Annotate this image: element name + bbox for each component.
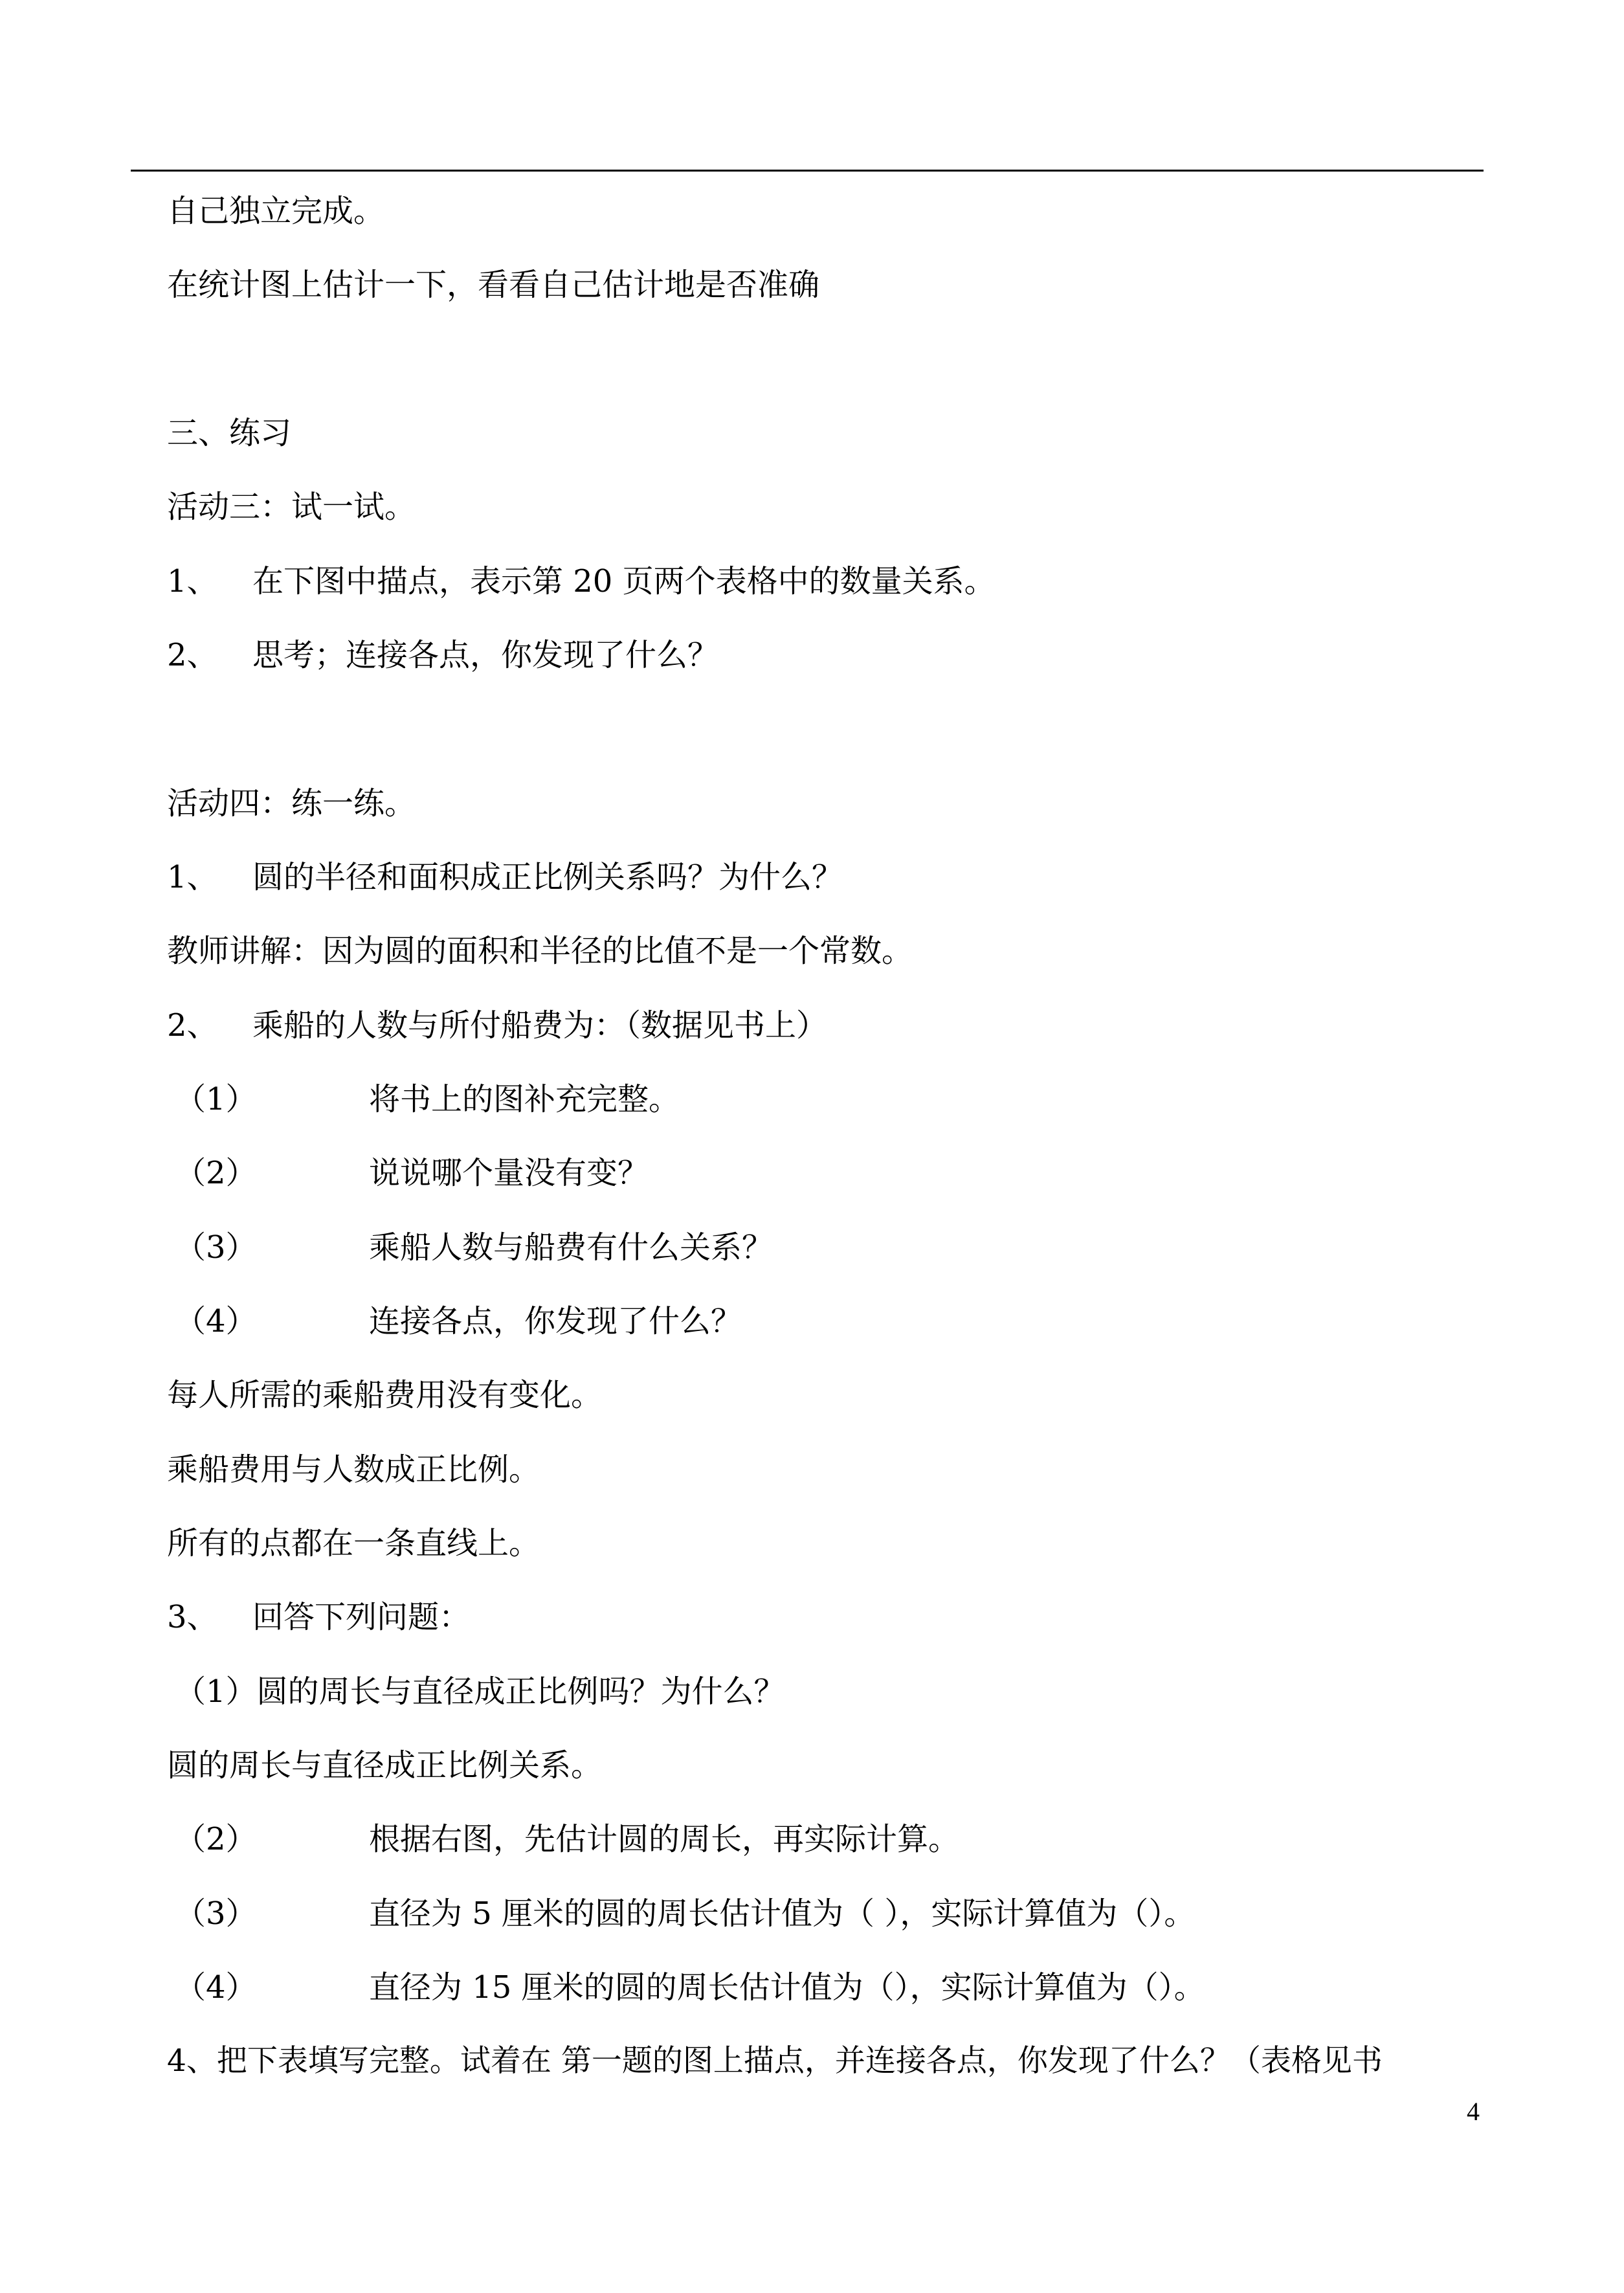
item-number: （2） — [175, 1155, 257, 1191]
item-number: （3） — [175, 1896, 257, 1932]
sub-item: （2） 说说哪个量没有变？ — [175, 1155, 649, 1191]
item-number: 2、 — [167, 637, 218, 673]
item-number: （3） — [175, 1229, 257, 1266]
item-number: 2、 — [167, 1007, 218, 1044]
text-line: 自己独立完成。 — [167, 193, 385, 229]
text-line: 乘船费用与人数成正比例。 — [167, 1451, 540, 1488]
section-heading: 三、练习 — [167, 415, 292, 451]
sub-item: （2） 根据右图，先估计圆的周长，再实际计算。 — [175, 1821, 960, 1857]
activity-heading: 活动四：练一练。 — [167, 785, 416, 822]
sub-item: （4） 直径为 15 厘米的圆的周长估计值为（），实际计算值为（）。 — [175, 1969, 1205, 2006]
text-line: 教师讲解：因为圆的面积和半径的比值不是一个常数。 — [167, 933, 913, 969]
text-line: （1）圆的周长与直径成正比例吗？为什么？ — [175, 1673, 785, 1710]
item-number: （2） — [175, 1821, 257, 1857]
text-line: 所有的点都在一条直线上。 — [167, 1525, 540, 1561]
item-number: （1） — [175, 1081, 257, 1117]
item-number: （4） — [175, 1969, 257, 2006]
item-number: 3、 — [167, 1599, 218, 1635]
list-item: 1、 在下图中描点，表示第 20 页两个表格中的数量关系。 — [167, 563, 996, 599]
list-item: 2、 思考；连接各点，你发现了什么？ — [167, 637, 719, 673]
item-number: 1、 — [167, 859, 218, 895]
sub-item: （1） 将书上的图补充完整。 — [175, 1081, 680, 1117]
sub-item: （3） 直径为 5 厘米的圆的周长估计值为（ ），实际计算值为（）。 — [175, 1896, 1196, 1932]
text-line: 在统计图上估计一下，看看自己估计地是否准确 — [167, 267, 820, 303]
item-number: 1、 — [167, 563, 218, 599]
item-number: （4） — [175, 1303, 257, 1339]
text-line: 4、把下表填写完整。试着在 第一题的图上描点，并连接各点，你发现了什么？（表格见书 — [167, 2043, 1383, 2079]
text-line: 每人所需的乘船费用没有变化。 — [167, 1377, 603, 1413]
header-rule — [131, 170, 1484, 172]
list-item: 1、 圆的半径和面积成正比例关系吗？为什么？ — [167, 859, 843, 895]
page-number: 4 — [1467, 2097, 1480, 2126]
text-line: 圆的周长与直径成正比例关系。 — [167, 1747, 603, 1784]
list-item: 3、 回答下列问题： — [167, 1599, 471, 1635]
sub-item: （3） 乘船人数与船费有什么关系？ — [175, 1229, 773, 1266]
list-item: 2、 乘船的人数与所付船费为：（数据见书上） — [167, 1007, 828, 1044]
activity-heading: 活动三：试一试。 — [167, 489, 416, 525]
sub-item: （4） 连接各点，你发现了什么？ — [175, 1303, 742, 1339]
